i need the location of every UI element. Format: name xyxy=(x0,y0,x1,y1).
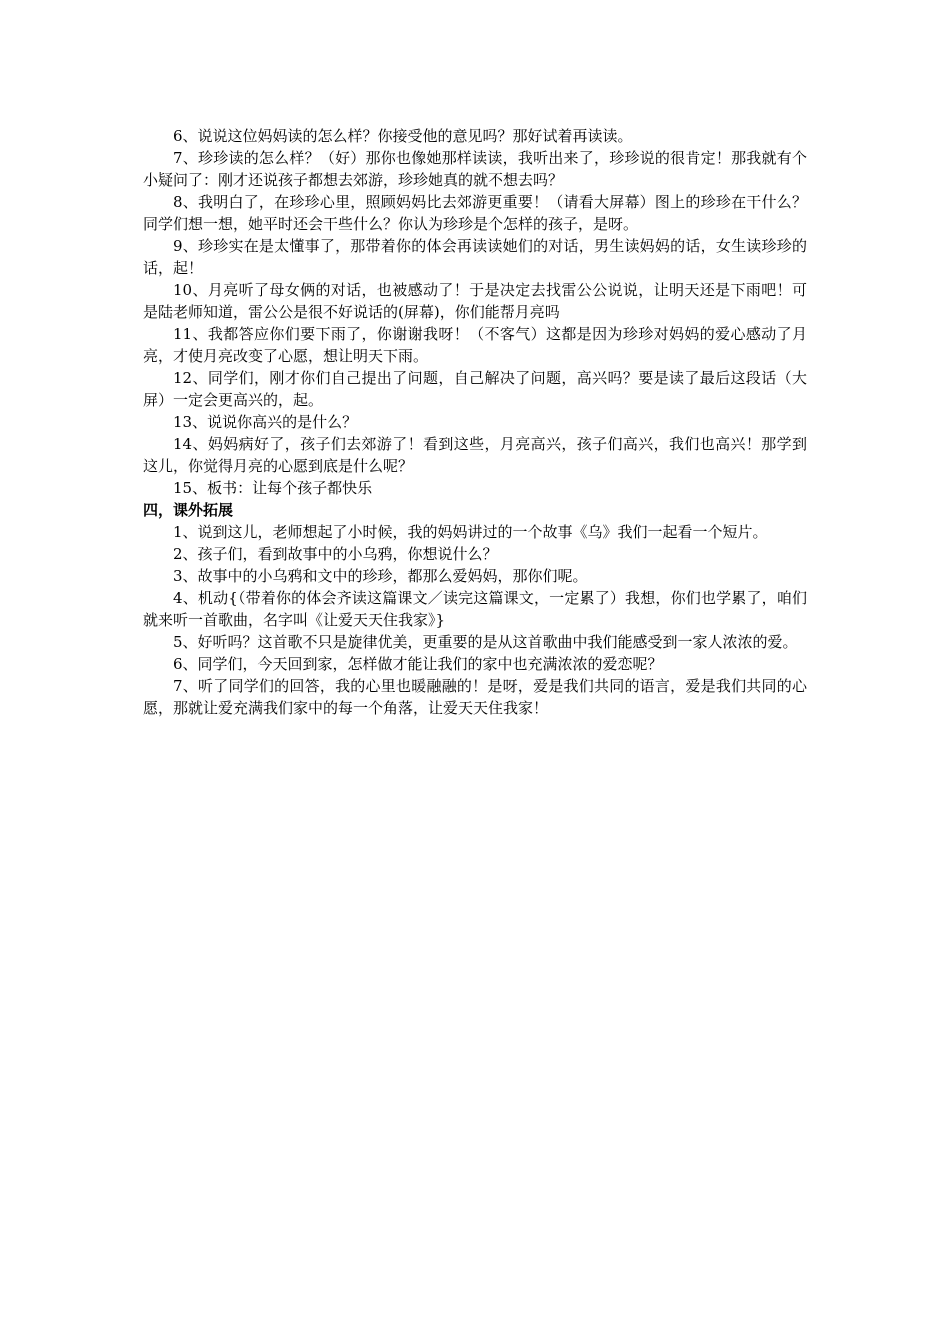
section-heading: 四，课外拓展 xyxy=(143,501,234,519)
paragraph-6: 6、说说这位妈妈读的怎么样？你接受他的意见吗？那好试着再读读。 xyxy=(173,127,633,145)
extension-paragraph-5: 5、好听吗？这首歌不只是旋律优美，更重要的是从这首歌曲中我们能感受到一家人浓浓的爱。 xyxy=(173,633,798,651)
document-body xyxy=(143,125,807,719)
paragraph-8: 8、我明白了，在珍珍心里，照顾妈妈比去郊游更重要！（请看大屏幕）图上的珍珍在干什么？同学们想一想，她平时还会干些什么？你认为珍珍是个怎样的孩子，是呀。 xyxy=(143,193,807,233)
paragraph-15: 15、板书：让每个孩子都快乐 xyxy=(173,479,373,497)
paragraph-13: 13、说说你高兴的是什么？ xyxy=(173,413,358,431)
extension-paragraph-6: 6、同学们，今天回到家，怎样做才能让我们的家中也充满浓浓的爱恋呢？ xyxy=(173,655,663,673)
paragraph-12: 12、同学们，刚才你们自己提出了问题，自己解决了问题，高兴吗？要是读了最后这段话（大屏）一定会更高兴的，起。 xyxy=(143,369,807,409)
paragraph-9: 9、珍珍实在是太懂事了，那带着你的体会再读读她们的对话，男生读妈妈的话，女生读珍珍的话，起！ xyxy=(143,237,807,277)
extension-paragraph-7: 7、听了同学们的回答，我的心里也暖融融的！是呀，爱是我们共同的语言，爱是我们共同的心愿，那就让爱充满我们家中的每一个角落，让爱天天住我家！ xyxy=(143,677,807,717)
extension-paragraph-3: 3、故事中的小乌鸦和文中的珍珍，都那么爱妈妈，那你们呢。 xyxy=(173,567,588,585)
paragraph-7: 7、珍珍读的怎么样？（好）那你也像她那样读读，我听出来了，珍珍说的很肯定！那我就有个小疑问了：刚才还说孩子都想去郊游，珍珍她真的就不想去吗？ xyxy=(143,149,807,189)
paragraph-10: 10、月亮听了母女俩的对话，也被感动了！于是决定去找雷公公说说，让明天还是下雨吧！可是陆老师知道，雷公公是很不好说话的(屏幕)，你们能帮月亮吗 xyxy=(143,281,807,321)
extension-paragraph-1: 1、说到这儿，老师想起了小时候，我的妈妈讲过的一个故事《乌》我们一起看一个短片。 xyxy=(173,523,768,541)
paragraph-14: 14、妈妈病好了，孩子们去郊游了！看到这些，月亮高兴，孩子们高兴，我们也高兴！那学到这儿，你觉得月亮的心愿到底是什么呢？ xyxy=(143,435,807,475)
extension-paragraph-2: 2、孩子们，看到故事中的小乌鸦，你想说什么？ xyxy=(173,545,498,563)
extension-paragraph-4: 4、机动{（带着你的体会齐读这篇课文／读完这篇课文，一定累了）我想，你们也学累了，咱们就来听一首歌曲，名字叫《让爱天天住我家》} xyxy=(143,589,807,629)
paragraph-11: 11、我都答应你们要下雨了，你谢谢我呀！（不客气）这都是因为珍珍对妈妈的爱心感动了月亮，才使月亮改变了心愿，想让明天下雨。 xyxy=(143,325,807,365)
